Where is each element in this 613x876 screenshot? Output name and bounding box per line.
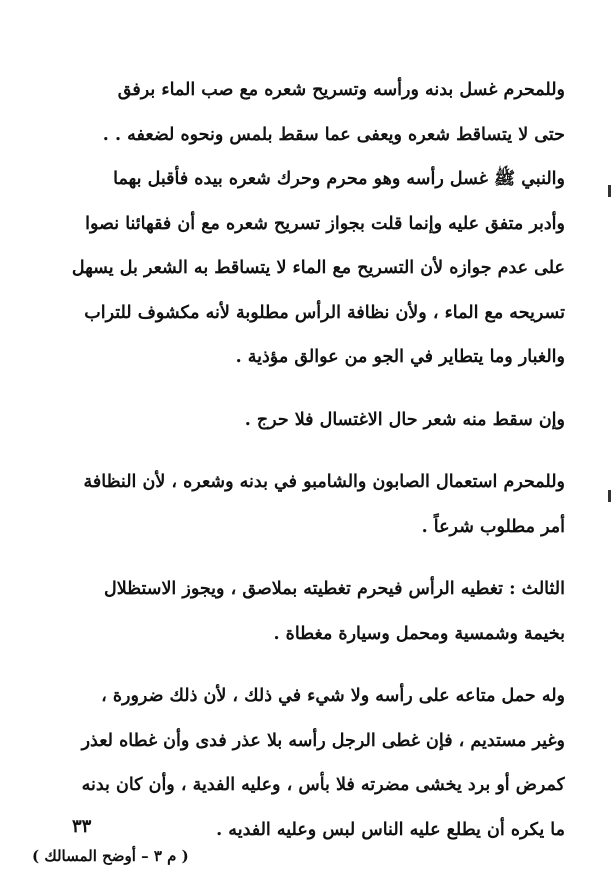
text-line: وإن سقط منه شعر حال الاغتسال فلا حرج .: [244, 409, 565, 430]
scan-edge-mark: [608, 185, 611, 197]
text-line: تسريحه مع الماء ، ولأن نظافة الرأس مطلوبة لأنه مكشوف للتراب: [84, 302, 565, 323]
text-line: وله حمل متاعه على رأسه ولا شيء في ذلك ، لأن ذلك ضرورة ،: [101, 686, 565, 706]
paragraph-2: [50, 400, 565, 445]
scan-edge-mark: [608, 490, 611, 502]
text-line: أمر مطلوب شرعاً .: [421, 516, 565, 537]
paragraph-3: [50, 462, 565, 551]
paragraph-4: [50, 569, 565, 658]
paragraph-5: [50, 676, 565, 854]
text-line: الثالث : تغطيه الرأس فيحرم تغطيته بملاصق ، ويجوز الاستظلال: [103, 579, 565, 599]
text-line: حتى لا يتساقط شعره ويعفى عما سقط بلمس ونحوه لضعفه . .: [102, 124, 565, 145]
footer-signature: ( م ٣ – أوضح المسالك ): [32, 847, 189, 865]
text-line: بخيمة وشمسية ومحمل وسيارة مغطاة .: [273, 623, 565, 644]
text-line: وللمحرم غسل بدنه ورأسه وتسريح شعره مع صب الماء برفق: [117, 80, 565, 100]
text-line: على عدم جوازه لأن التسريح مع الماء لا يتساقط به الشعر بل يسهل: [71, 258, 565, 278]
paragraph-1: [50, 70, 565, 382]
text-line: والغبار وما يتطاير في الجو من عوالق مؤذية .: [235, 347, 565, 367]
text-line: كمرض أو برد يخشى مضرته فلا بأس ، وعليه الفدية ، وأن كان بدنه: [81, 775, 565, 795]
text-line: وغير مستديم ، فإن غطى الرجل رأسه بلا عذر فدى وأن غطاه لعذر: [81, 730, 565, 751]
page-body: [50, 70, 565, 854]
text-line: والنبي ﷺ غسل رأسه وهو محرم وحرك شعره بيده فأقبل بهما: [113, 169, 565, 189]
text-line: وللمحرم استعمال الصابون والشامبو في بدنه وشعره ، لأن النظافة: [83, 472, 565, 492]
text-line: وأدبر متفق عليه وإنما قلت بجواز تسريح شعره مع أن فقهائنا نصوا: [85, 213, 565, 234]
page-number: ٣٣: [72, 816, 92, 837]
text-line: ما يكره أن يطلع عليه الناس لبس وعليه الفديه .: [216, 819, 565, 840]
